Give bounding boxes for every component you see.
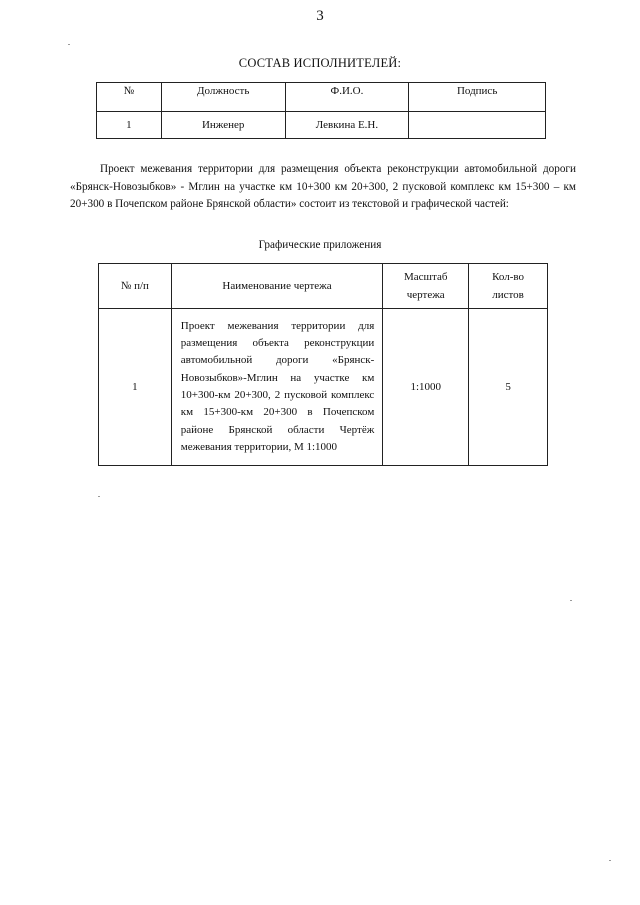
scan-speck [98, 496, 100, 497]
drawing-sheet-count: 5 [469, 309, 548, 466]
header-drawing-name: Наименование чертежа [171, 264, 383, 309]
header-item-number: № п/п [99, 264, 172, 309]
executor-signature [409, 112, 546, 139]
graphics-header-row [99, 264, 548, 309]
executor-position: Инженер [161, 112, 285, 139]
header-signature: Подпись [409, 83, 546, 112]
drawing-name: Проект межевания территории для размещения объекта реконструкции автомобильной дороги «Брянск-Новозыбков»-Мглин на участке км 10+300-км 20+300, 2 пусковой комплекс км 15+300-км 20+300 в Почепском районе Брянской области Чертёж межевания территории, М 1:1000 [171, 309, 383, 466]
header-scale-line2: чертежа [406, 289, 445, 301]
executor-name: Левкина Е.Н. [285, 112, 409, 139]
executors-header-row [97, 83, 546, 112]
header-full-name: Ф.И.О. [285, 83, 409, 112]
header-count-line2: листов [492, 289, 524, 301]
scan-speck [570, 600, 572, 601]
header-number: № [97, 83, 162, 112]
drawing-scale: 1:1000 [383, 309, 469, 466]
intro-paragraph: Проект межевания территории для размещения объекта реконструкции автомобильной дороги «Брянск-Новозыбков» - Мглин на участке км 10+300 км 20+300, 2 пусковой комплекс км 15+300 – км 20+300 в Почепском районе Брянской области» состоит из текстовой и графической частей: [70, 163, 576, 210]
header-scale-line1: Масштаб [404, 271, 448, 283]
header-count-line1: Кол-во [492, 271, 525, 283]
scan-speck [609, 860, 611, 861]
drawing-number: 1 [99, 309, 172, 466]
executor-number: 1 [97, 112, 162, 139]
header-scale [383, 264, 469, 309]
executors-title: СОСТАВ ИСПОЛНИТЕЛЕЙ: [238, 56, 402, 70]
header-position: Должность [161, 83, 285, 112]
executors-table [96, 82, 546, 139]
graphics-title: Графические приложения [258, 239, 382, 251]
header-sheet-count [469, 264, 548, 309]
table-row [99, 309, 548, 466]
graphics-table [98, 263, 548, 466]
scan-speck [68, 44, 70, 45]
page-number: 3 [316, 8, 324, 24]
table-row [97, 112, 546, 139]
